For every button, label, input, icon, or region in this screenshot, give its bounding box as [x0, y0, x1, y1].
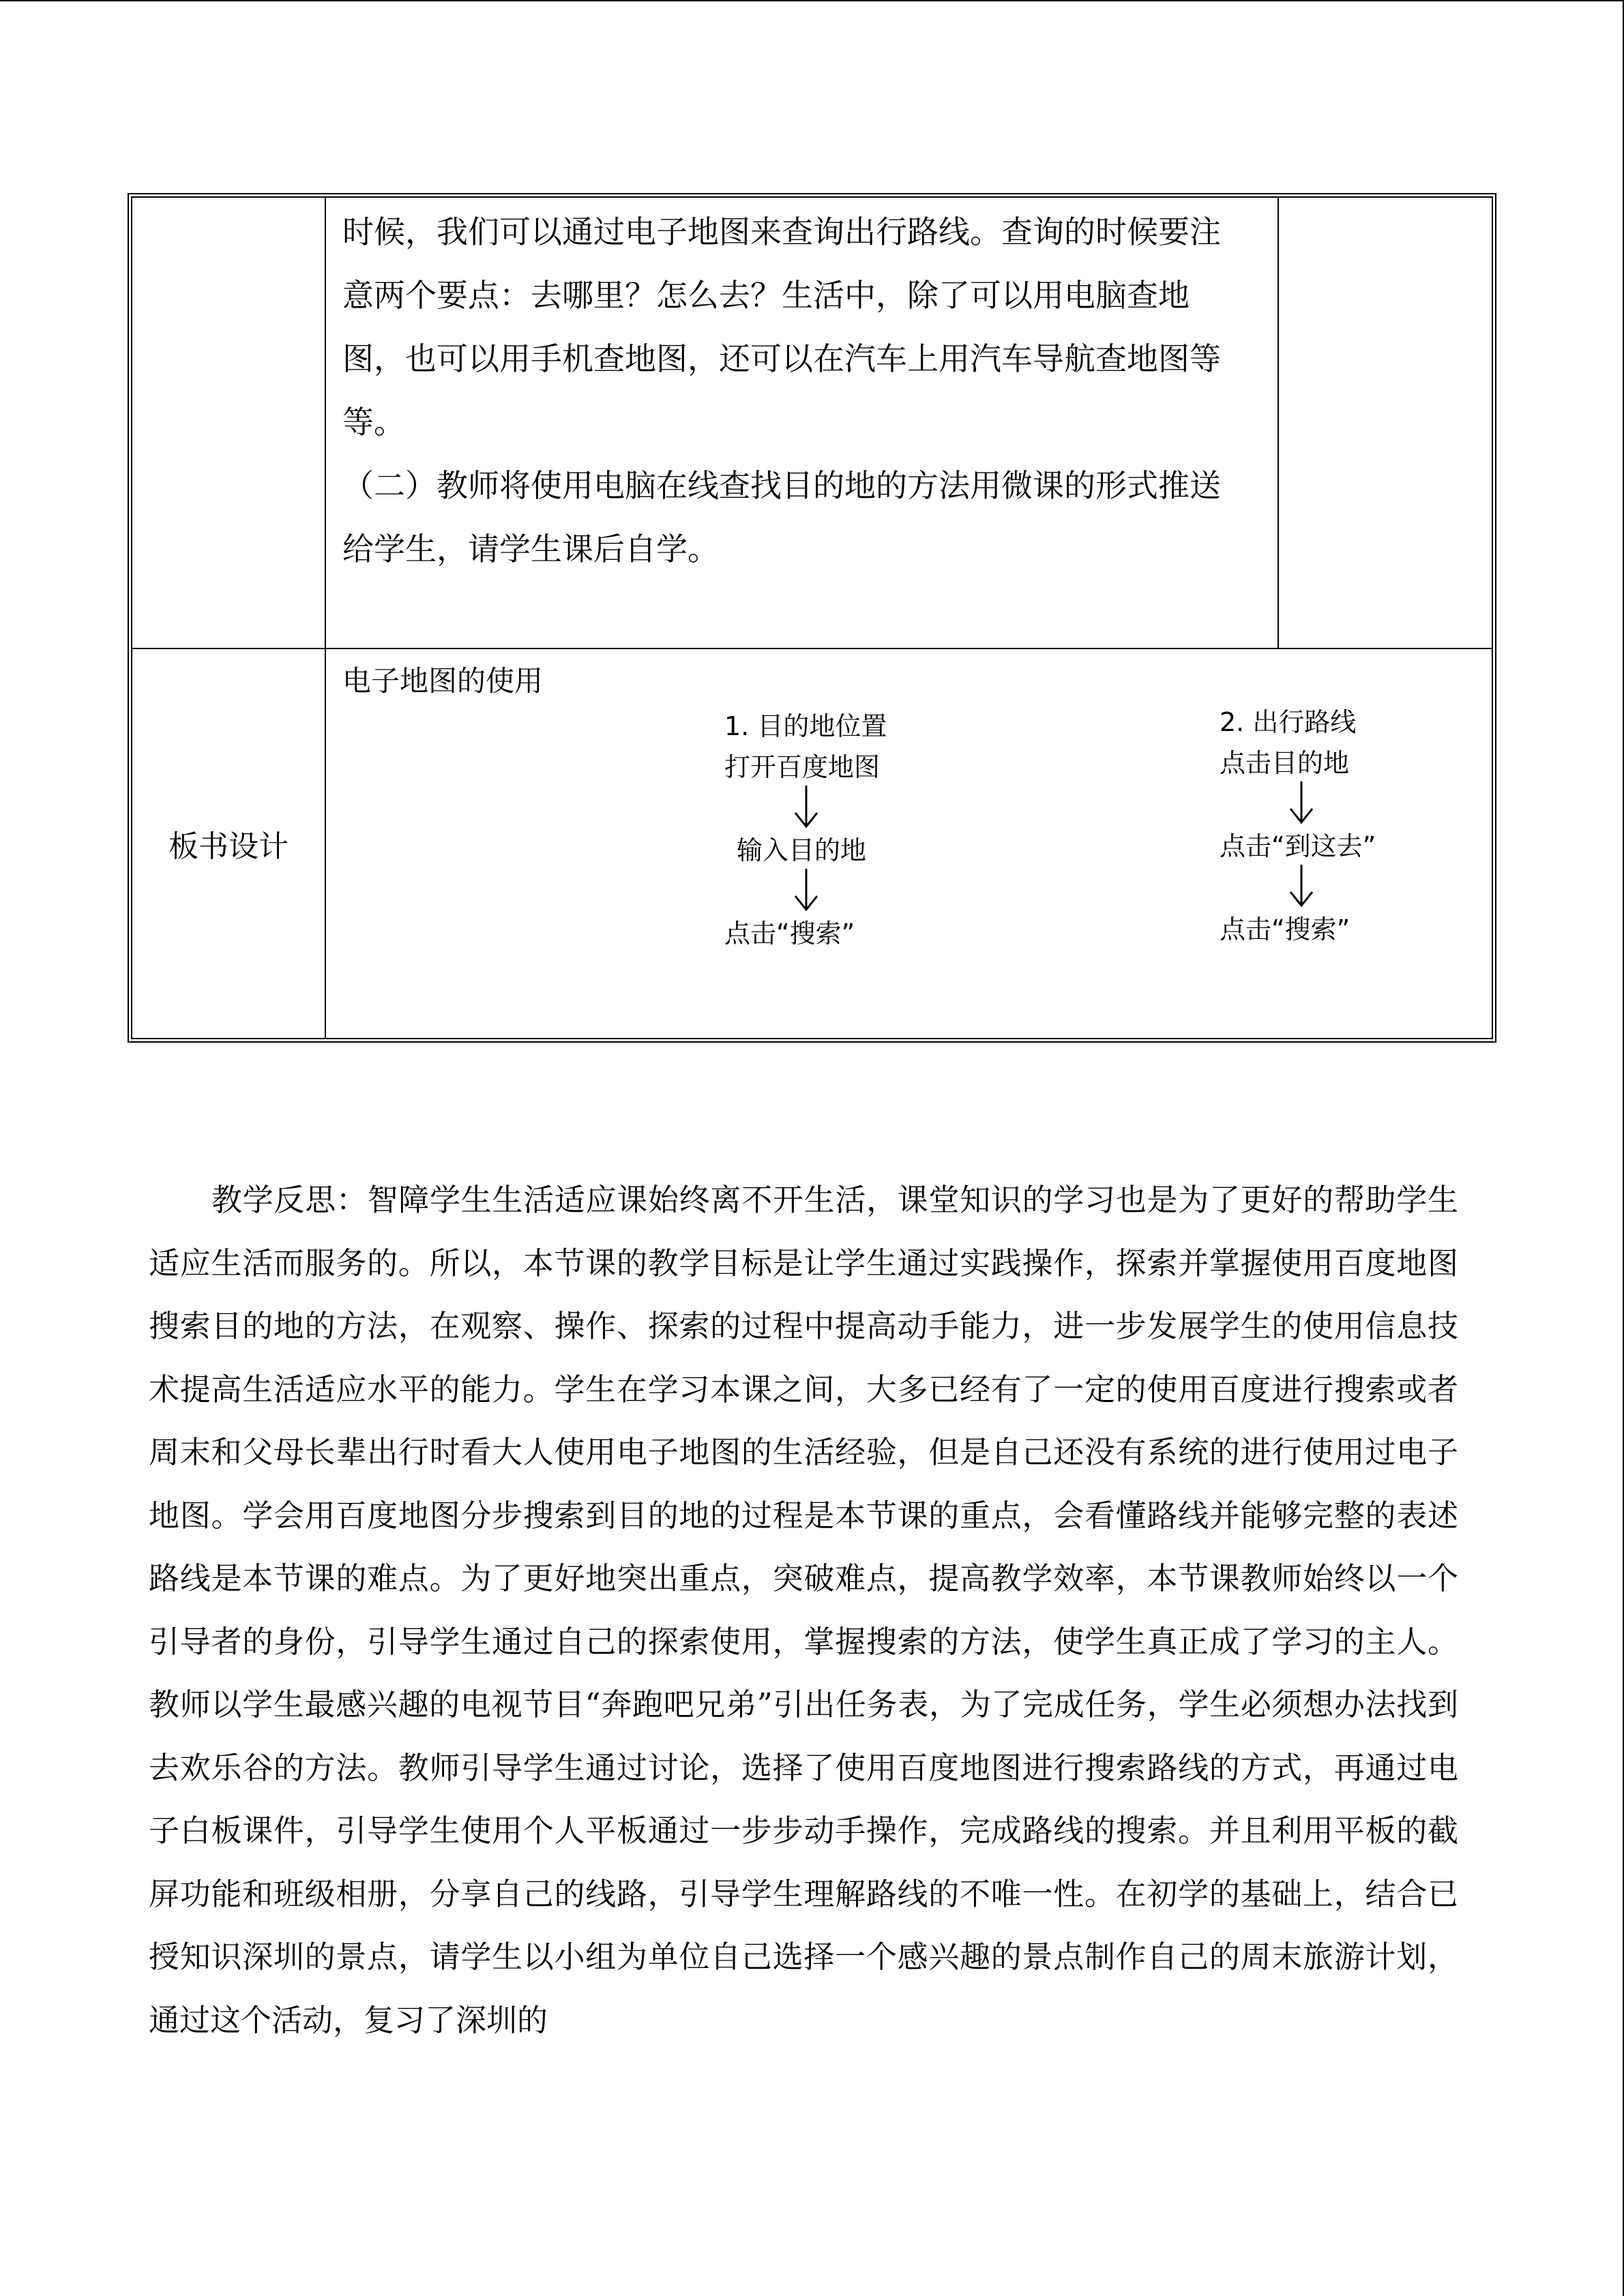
flow-right-step: 点击“到这去”	[1220, 831, 1376, 861]
process-line: 给学生，请学生课后自学。	[342, 531, 719, 567]
flow-left-step: 点击“搜索”	[724, 919, 855, 949]
board-row	[132, 648, 1492, 1039]
process-line: （二）教师将使用电脑在线查找目的地的方法用微课的形式推送	[342, 467, 1221, 504]
process-label-cell	[132, 197, 325, 648]
board-title: 电子地图的使用	[342, 664, 544, 698]
process-line: 时候，我们可以通过电子地图来查询出行路线。查询的时候要注	[342, 213, 1221, 250]
process-row	[132, 197, 1492, 648]
flow-right	[1220, 709, 1383, 942]
flow-left-heading: 1. 目的地位置	[724, 711, 887, 741]
process-content-cell	[325, 197, 1278, 648]
down-arrow-icon	[1220, 862, 1383, 910]
process-line: 等。	[342, 404, 405, 441]
down-arrow-icon	[724, 866, 888, 914]
board-design-cell	[325, 648, 1492, 1039]
flow-right-heading: 2. 出行路线	[1220, 707, 1357, 737]
down-arrow-icon	[1220, 779, 1383, 826]
flow-left-step: 打开百度地图	[724, 752, 881, 782]
flow-right-step: 点击“搜索”	[1220, 914, 1350, 944]
reflection-lead: 教学反思：	[211, 1182, 368, 1218]
flow-left-step: 输入目的地	[737, 835, 867, 865]
down-arrow-icon	[724, 783, 888, 831]
process-line: 图，也可以用手机查地图，还可以在汽车上用汽车导航查地图等	[342, 340, 1221, 377]
process-notes-cell	[1278, 197, 1492, 648]
reflection-body: 智障学生生活适应课始终离不开生活，课堂知识的学习也是为了更好的帮助学生适应生活而服务的。所以，本节课的教学目标是让学生通过实践操作，探索并掌握使用百度地图搜索目的地的方法，在观察、操作、探索的过程中提高动手能力，进一步发展学生的使用信息技术提高生活适应水平的能力。学生在学习本课之间，大多已经有了一定的使用百度进行搜索或者周末和父母长辈出行时看大人使用电子地图的生活经验，但是自己还没有系统的进行使用过电子地图。学会用百度地图分步搜索到目的地的过程是本节课的重点，会看懂路线并能够完整的表述路线是本节课的难点。为了更好地突出重点，突破难点，提高教学效率，本节课教师始终以一个引导者的身份，引导学生通过自己的探索使用，掌握搜索的方法，使学生真正成了学习的主人。教师以学生最感兴趣的电视节目“奔跑吧兄弟”引出任务表，为了完成任务，学生必须想办法找到去欢乐谷的方法。教师引导学生通过讨论，选择了使用百度地图进行搜索路线的方式，再通过电子白板课件，引导学生使用个人平板通过一步步动手操作，完成路线的搜索。并且利用平板的截屏功能和班级相册，分享自己的线路，引导学生理解路线的不唯一性。在初学的基础上，结合已授知识深圳的景点，请学生以小组为单位自己选择一个感兴趣的景点制作自己的周末旅游计划，通过这个活动，复习了深圳的	[149, 1182, 1458, 2038]
flow-right-step: 点击目的地	[1220, 748, 1350, 778]
teaching-reflection	[149, 1169, 1458, 2052]
process-line: 意两个要点：去哪里？怎么去？生活中，除了可以用电脑查地	[342, 277, 1190, 314]
flow-left	[724, 711, 888, 949]
lesson-plan-table	[131, 196, 1493, 1039]
board-design-label: 板书设计	[132, 648, 325, 1039]
